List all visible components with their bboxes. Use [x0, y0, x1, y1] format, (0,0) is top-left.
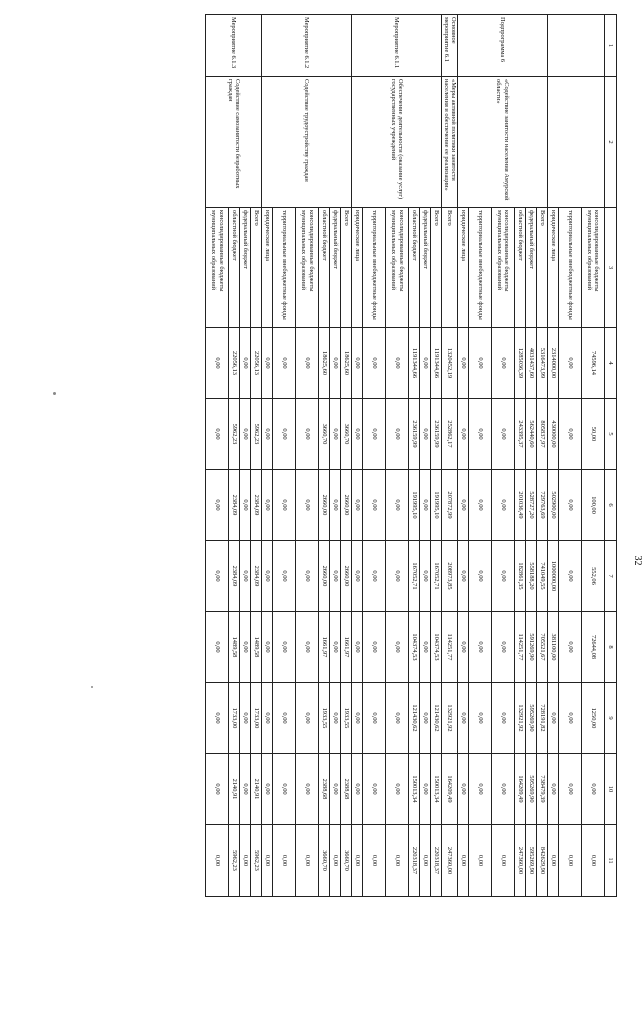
amount-cell: 0,00: [206, 470, 229, 541]
amount-cell: 0,00: [262, 683, 273, 754]
amount-cell: 0,00: [296, 399, 319, 470]
amount-cell: 0,00: [386, 470, 409, 541]
amount-cell: 236159,99: [409, 399, 420, 470]
amount-cell: 0,00: [296, 825, 319, 897]
amount-cell: 0,00: [420, 470, 431, 541]
amount-cell: 50,00: [582, 399, 605, 470]
column-number: 9: [605, 683, 617, 754]
amount-cell: 0,00: [206, 328, 229, 399]
activity-code: Подпрограмма 6: [458, 15, 548, 77]
amount-cell: 0,00: [363, 541, 386, 612]
column-number: 11: [605, 825, 617, 897]
amount-cell: 0,00: [296, 754, 319, 825]
amount-cell: 738479,39: [537, 754, 548, 825]
table-row: [251, 15, 262, 897]
column-number: 3: [605, 208, 617, 328]
amount-cell: 0,00: [240, 541, 251, 612]
amount-cell: 114251,77: [442, 612, 458, 683]
amount-cell: 5962,23: [229, 825, 240, 897]
amount-cell: 72644,08: [582, 612, 605, 683]
amount-cell: 0,00: [492, 825, 515, 897]
amount-cell: 0,00: [296, 328, 319, 399]
funding-source: Всего: [251, 208, 262, 328]
activity-name: Обеспечение деятельности (оказание услуг) государственных учреждений: [352, 77, 442, 208]
amount-cell: 220318,37: [431, 825, 442, 897]
amount-cell: 0,00: [262, 328, 273, 399]
amount-cell: 0,00: [296, 541, 319, 612]
funding-source: консолидированные бюджеты муниципальных образований: [206, 208, 229, 328]
amount-cell: 0,00: [206, 612, 229, 683]
amount-cell: 0,00: [330, 328, 341, 399]
amount-cell: 164209,49: [442, 754, 458, 825]
amount-cell: 2384,09: [251, 541, 262, 612]
amount-cell: 191995,10: [431, 470, 442, 541]
amount-cell: 0,00: [492, 754, 515, 825]
amount-cell: 0,00: [386, 328, 409, 399]
amount-cell: 74596,14: [582, 328, 605, 399]
activity-name: Содействие самозанятости безработных граждан: [206, 77, 262, 208]
amount-cell: 5316473,99: [537, 328, 548, 399]
amount-cell: 0,00: [420, 541, 431, 612]
amount-cell: 0,00: [352, 541, 363, 612]
amount-cell: 0,00: [386, 825, 409, 897]
amount-cell: 201036,49: [515, 470, 526, 541]
amount-cell: 591269,90: [526, 612, 537, 683]
amount-cell: 0,00: [559, 399, 582, 470]
amount-cell: 0,00: [469, 328, 492, 399]
amount-cell: 1191344,66: [409, 328, 420, 399]
column-number: 6: [605, 470, 617, 541]
scan-speck: [53, 392, 56, 395]
amount-cell: 1661,97: [319, 612, 330, 683]
amount-cell: 0,00: [559, 328, 582, 399]
amount-cell: 0,00: [492, 399, 515, 470]
amount-cell: 1320452,19: [442, 328, 458, 399]
amount-cell: 0,00: [363, 612, 386, 683]
amount-cell: 0,00: [273, 612, 296, 683]
amount-cell: 0,00: [262, 399, 273, 470]
amount-cell: 2314000,00: [548, 328, 559, 399]
amount-cell: 2660,00: [341, 541, 352, 612]
amount-cell: 247360,00: [442, 825, 458, 897]
amount-cell: 0,00: [386, 683, 409, 754]
amount-cell: 132921,92: [515, 683, 526, 754]
column-number: 10: [605, 754, 617, 825]
amount-cell: 3660,70: [319, 399, 330, 470]
funding-source: консолидированные бюджеты муниципальных образований: [492, 208, 515, 328]
amount-cell: 0,00: [363, 825, 386, 897]
amount-cell: 0,00: [420, 825, 431, 897]
activity-name: «Содействие занятости населения Амурской области»: [458, 77, 548, 208]
amount-cell: 0,00: [458, 825, 469, 897]
amount-cell: 0,00: [352, 683, 363, 754]
amount-cell: 207872,99: [442, 470, 458, 541]
amount-cell: 1489,58: [251, 612, 262, 683]
amount-cell: 0,00: [420, 612, 431, 683]
amount-cell: 3660,70: [341, 825, 352, 897]
amount-cell: 236159,99: [431, 399, 442, 470]
amount-cell: 0,00: [262, 541, 273, 612]
amount-cell: 1661,97: [341, 612, 352, 683]
amount-cell: 0,00: [458, 754, 469, 825]
amount-cell: 0,00: [559, 541, 582, 612]
amount-cell: 0,00: [262, 754, 273, 825]
amount-cell: 0,00: [458, 612, 469, 683]
amount-cell: 0,00: [559, 612, 582, 683]
amount-cell: 0,00: [386, 399, 409, 470]
amount-cell: 842629,90: [537, 825, 548, 897]
funding-source: юридические лица: [548, 208, 559, 328]
funding-source: консолидированные бюджеты муниципальных образований: [386, 208, 409, 328]
amount-cell: 502900,00: [548, 470, 559, 541]
amount-cell: 0,00: [458, 328, 469, 399]
amount-cell: 114251,77: [515, 612, 526, 683]
amount-cell: 1933,55: [341, 683, 352, 754]
activity-code: Основное мероприятие 6.1: [442, 15, 458, 77]
amount-cell: 805837,97: [537, 399, 548, 470]
amount-cell: 104374,53: [409, 612, 420, 683]
amount-cell: 0,00: [548, 825, 559, 897]
amount-cell: 430000,00: [548, 399, 559, 470]
amount-cell: 0,00: [492, 541, 515, 612]
amount-cell: 0,00: [420, 683, 431, 754]
amount-cell: 2660,00: [319, 470, 330, 541]
funding-source: консолидированные бюджеты муниципальных образований: [582, 208, 605, 328]
amount-cell: 0,00: [240, 612, 251, 683]
amount-cell: 0,00: [273, 825, 296, 897]
amount-cell: 0,00: [273, 541, 296, 612]
amount-cell: 595269,90: [526, 825, 537, 897]
amount-cell: 552,06: [582, 541, 605, 612]
funding-source: федеральный бюджет: [526, 208, 537, 328]
amount-cell: 4031437,60: [526, 328, 537, 399]
table-row: [431, 15, 442, 897]
activity-name: Содействие трудоустройству граждан: [262, 77, 352, 208]
funding-source: областной бюджет: [515, 208, 526, 328]
amount-cell: 0,00: [330, 683, 341, 754]
amount-cell: 0,00: [240, 754, 251, 825]
funding-source: федеральный бюджет: [420, 208, 431, 328]
rotated-page: [108, 0, 643, 905]
funding-source: территориальные внебюджетные фонды: [559, 208, 582, 328]
amount-cell: 2660,00: [341, 470, 352, 541]
amount-cell: 0,00: [469, 541, 492, 612]
amount-cell: 0,00: [582, 754, 605, 825]
amount-cell: 528727,20: [526, 470, 537, 541]
funding-source: Всего: [537, 208, 548, 328]
amount-cell: 0,00: [582, 825, 605, 897]
amount-cell: 0,00: [330, 399, 341, 470]
amount-cell: 0,00: [352, 825, 363, 897]
activity-code: Мероприятие 6.1.1: [352, 15, 442, 77]
amount-cell: 104374,53: [431, 612, 442, 683]
amount-cell: 0,00: [240, 683, 251, 754]
amount-cell: 0,00: [206, 754, 229, 825]
amount-cell: 1733,00: [251, 683, 262, 754]
amount-cell: 595269,90: [526, 683, 537, 754]
amount-cell: 0,00: [492, 328, 515, 399]
amount-cell: 0,00: [420, 399, 431, 470]
amount-cell: 0,00: [330, 754, 341, 825]
amount-cell: 0,00: [420, 754, 431, 825]
amount-cell: 0,00: [386, 754, 409, 825]
amount-cell: 0,00: [492, 683, 515, 754]
amount-cell: 2140,91: [251, 754, 262, 825]
amount-cell: 1733,00: [229, 683, 240, 754]
amount-cell: 0,00: [492, 470, 515, 541]
amount-cell: 2388,68: [341, 754, 352, 825]
amount-cell: 0,00: [548, 754, 559, 825]
amount-cell: 0,00: [363, 328, 386, 399]
scan-speck: [91, 686, 93, 688]
amount-cell: 741049,55: [537, 541, 548, 612]
amount-cell: 0,00: [492, 612, 515, 683]
amount-cell: 22056,13: [229, 328, 240, 399]
budget-table: [205, 14, 617, 897]
amount-cell: 252862,17: [442, 399, 458, 470]
amount-cell: 728191,82: [537, 683, 548, 754]
amount-cell: 0,00: [240, 328, 251, 399]
amount-cell: 0,00: [206, 399, 229, 470]
amount-cell: 0,00: [363, 754, 386, 825]
amount-cell: 0,00: [386, 612, 409, 683]
amount-cell: 0,00: [206, 541, 229, 612]
amount-cell: 0,00: [420, 328, 431, 399]
amount-cell: 0,00: [273, 754, 296, 825]
funding-source: федеральный бюджет: [240, 208, 251, 328]
amount-cell: 595269,90: [526, 754, 537, 825]
column-number: 2: [605, 77, 617, 208]
amount-cell: 0,00: [352, 612, 363, 683]
table-row: [537, 15, 548, 897]
amount-cell: 0,00: [469, 399, 492, 470]
funding-source: Всего: [431, 208, 442, 328]
amount-cell: 0,00: [273, 683, 296, 754]
column-number-row: [605, 15, 617, 897]
amount-cell: 562440,60: [526, 399, 537, 470]
amount-cell: 2384,09: [251, 470, 262, 541]
activity-code: Мероприятие 6.1.3: [206, 15, 262, 77]
amount-cell: 167052,71: [409, 541, 420, 612]
amount-cell: 0,00: [296, 683, 319, 754]
amount-cell: 191995,10: [409, 470, 420, 541]
amount-cell: 0,00: [363, 399, 386, 470]
amount-cell: 132921,92: [442, 683, 458, 754]
amount-cell: 0,00: [206, 683, 229, 754]
column-number: 5: [605, 399, 617, 470]
table-row: [341, 15, 352, 897]
activity-name: «Меры активной политики занятости населения и обеспечение ее реализации»: [442, 77, 458, 208]
amount-cell: 3660,70: [319, 825, 330, 897]
amount-cell: 1489,58: [229, 612, 240, 683]
amount-cell: 0,00: [240, 470, 251, 541]
funding-source: консолидированные бюджеты муниципальных образований: [296, 208, 319, 328]
amount-cell: 0,00: [458, 470, 469, 541]
amount-cell: 2388,68: [319, 754, 330, 825]
amount-cell: 0,00: [262, 612, 273, 683]
amount-cell: 247360,00: [515, 825, 526, 897]
funding-source: территориальные внебюджетные фонды: [273, 208, 296, 328]
table-row: [582, 15, 605, 897]
amount-cell: 0,00: [262, 470, 273, 541]
amount-cell: 1000000,00: [548, 541, 559, 612]
amount-cell: 5962,23: [251, 825, 262, 897]
amount-cell: 18625,60: [319, 328, 330, 399]
amount-cell: 0,00: [273, 399, 296, 470]
amount-cell: 208973,85: [442, 541, 458, 612]
amount-cell: 0,00: [469, 612, 492, 683]
amount-cell: 0,00: [458, 541, 469, 612]
amount-cell: 729763,69: [537, 470, 548, 541]
amount-cell: 0,00: [352, 399, 363, 470]
funding-source: областной бюджет: [229, 208, 240, 328]
amount-cell: 0,00: [386, 541, 409, 612]
amount-cell: 0,00: [469, 825, 492, 897]
column-number: 1: [605, 15, 617, 77]
amount-cell: 22056,13: [251, 328, 262, 399]
funding-source: Всего: [442, 208, 458, 328]
amount-cell: 243395,37: [515, 399, 526, 470]
amount-cell: 0,00: [262, 825, 273, 897]
amount-cell: 381100,00: [548, 612, 559, 683]
amount-cell: 0,00: [352, 328, 363, 399]
activity-name: [548, 77, 605, 208]
column-number: 8: [605, 612, 617, 683]
funding-source: федеральный бюджет: [330, 208, 341, 328]
funding-source: областной бюджет: [319, 208, 330, 328]
amount-cell: 3660,70: [341, 399, 352, 470]
amount-cell: 558188,20: [526, 541, 537, 612]
amount-cell: 0,00: [330, 470, 341, 541]
amount-cell: 121430,62: [431, 683, 442, 754]
amount-cell: 0,00: [330, 612, 341, 683]
funding-source: юридические лица: [262, 208, 273, 328]
activity-code: [548, 15, 605, 77]
column-number: 7: [605, 541, 617, 612]
funding-source: областной бюджет: [409, 208, 420, 328]
amount-cell: 1250,00: [582, 683, 605, 754]
amount-cell: 0,00: [363, 683, 386, 754]
amount-cell: 0,00: [330, 825, 341, 897]
amount-cell: 100,00: [582, 470, 605, 541]
amount-cell: 0,00: [352, 470, 363, 541]
amount-cell: 0,00: [559, 683, 582, 754]
amount-cell: 0,00: [352, 754, 363, 825]
table-row: [442, 15, 458, 897]
funding-source: юридические лица: [352, 208, 363, 328]
amount-cell: 0,00: [296, 612, 319, 683]
column-number: 4: [605, 328, 617, 399]
amount-cell: 0,00: [548, 683, 559, 754]
amount-cell: 121430,62: [409, 683, 420, 754]
amount-cell: 2140,91: [229, 754, 240, 825]
amount-cell: 182861,35: [515, 541, 526, 612]
funding-source: Всего: [341, 208, 352, 328]
amount-cell: 0,00: [240, 399, 251, 470]
amount-cell: 0,00: [273, 470, 296, 541]
amount-cell: 0,00: [240, 825, 251, 897]
amount-cell: 0,00: [469, 754, 492, 825]
amount-cell: 0,00: [458, 399, 469, 470]
funding-source: территориальные внебюджетные фонды: [469, 208, 492, 328]
amount-cell: 0,00: [363, 470, 386, 541]
amount-cell: 220318,37: [409, 825, 420, 897]
amount-cell: 167052,71: [431, 541, 442, 612]
amount-cell: 0,00: [559, 470, 582, 541]
amount-cell: 150013,34: [409, 754, 420, 825]
funding-source: территориальные внебюджетные фонды: [363, 208, 386, 328]
amount-cell: 1285036,39: [515, 328, 526, 399]
amount-cell: 0,00: [469, 683, 492, 754]
amount-cell: 1191344,66: [431, 328, 442, 399]
amount-cell: 0,00: [559, 825, 582, 897]
amount-cell: 0,00: [469, 470, 492, 541]
amount-cell: 2384,09: [229, 470, 240, 541]
amount-cell: 150013,34: [431, 754, 442, 825]
amount-cell: 164209,49: [515, 754, 526, 825]
amount-cell: 5962,23: [251, 399, 262, 470]
amount-cell: 0,00: [206, 825, 229, 897]
amount-cell: 1933,55: [319, 683, 330, 754]
amount-cell: 0,00: [296, 470, 319, 541]
amount-cell: 0,00: [330, 541, 341, 612]
amount-cell: 2660,00: [319, 541, 330, 612]
activity-code: Мероприятие 6.1.2: [262, 15, 352, 77]
page-number: 32: [632, 555, 643, 566]
amount-cell: 0,00: [273, 328, 296, 399]
amount-cell: 0,00: [559, 754, 582, 825]
amount-cell: 2384,09: [229, 541, 240, 612]
amount-cell: 705521,67: [537, 612, 548, 683]
amount-cell: 5962,23: [229, 399, 240, 470]
amount-cell: 0,00: [458, 683, 469, 754]
amount-cell: 18625,60: [341, 328, 352, 399]
funding-source: юридические лица: [458, 208, 469, 328]
